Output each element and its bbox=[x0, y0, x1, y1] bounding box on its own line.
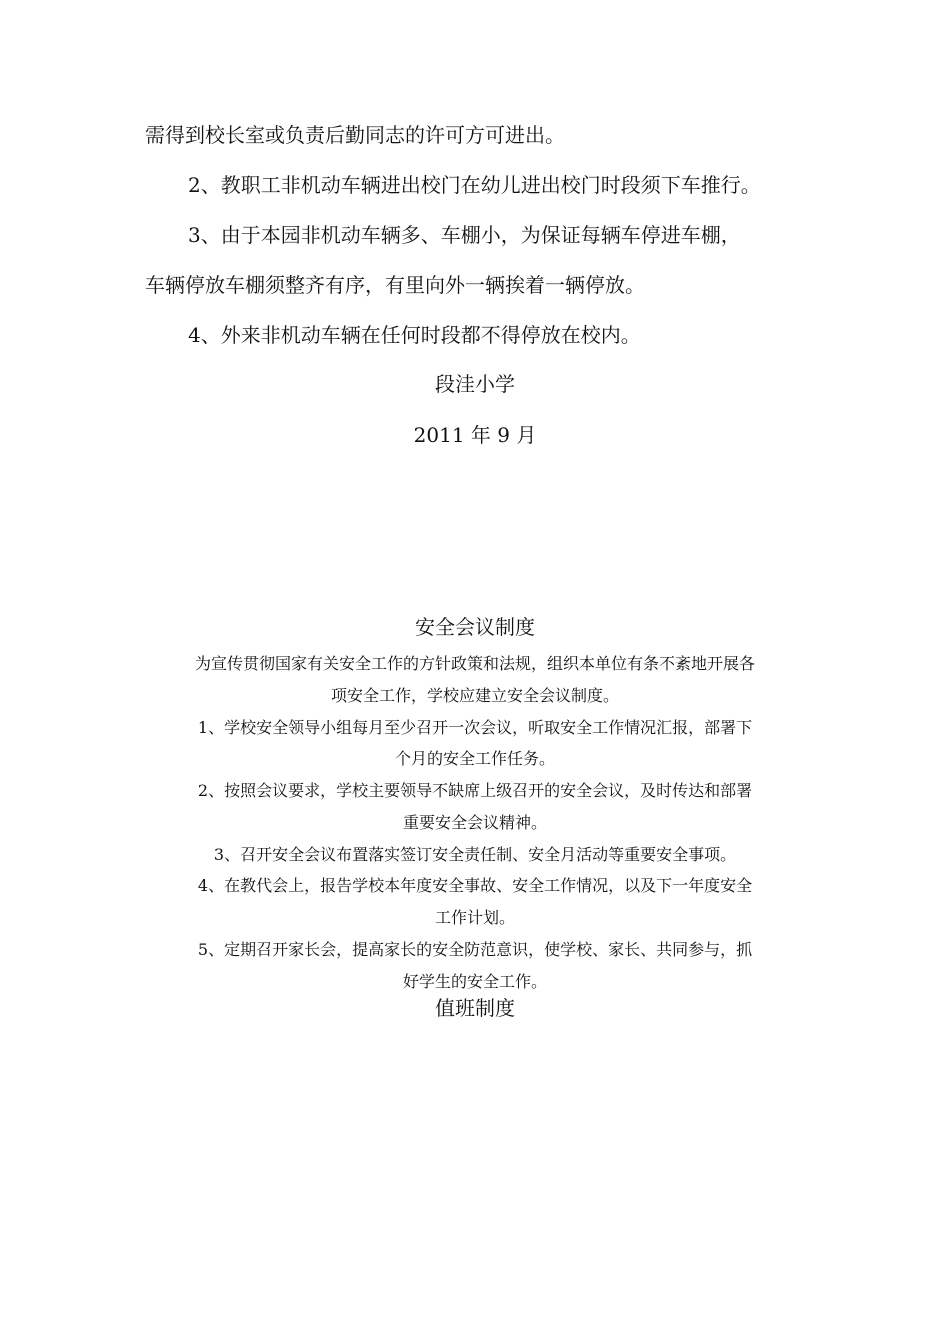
safety-meeting-item-3: 3、召开安全会议布置落实签订安全责任制、安全月活动等重要安全事项。 bbox=[213, 845, 737, 864]
rule-item-4: 4、外来非机动车辆在任何时段都不得停放在校内。 bbox=[188, 323, 641, 347]
safety-meeting-item-2-line-2: 重要安全会议精神。 bbox=[402, 813, 547, 832]
safety-meeting-item-5-line-2: 好学生的安全工作。 bbox=[402, 972, 547, 991]
rule-item-2: 2、教职工非机动车辆进出校门在幼儿进出校门时段须下车推行。 bbox=[188, 173, 761, 197]
safety-meeting-intro-line-1: 为宣传贯彻国家有关安全工作的方针政策和法规，组织本单位有条不紊地开展各 bbox=[194, 654, 755, 673]
safety-meeting-item-4-line-1: 4、在教代会上，报告学校本年度安全事故、安全工作情况，以及下一年度安全 bbox=[197, 876, 753, 895]
safety-meeting-intro-line-2: 项安全工作，学校应建立安全会议制度。 bbox=[330, 686, 619, 705]
signature-school: 段洼小学 bbox=[435, 372, 515, 396]
signature-date: 2011 年 9 月 bbox=[413, 423, 537, 447]
safety-meeting-title: 安全会议制度 bbox=[415, 615, 535, 639]
duty-system-title: 值班制度 bbox=[435, 996, 515, 1020]
safety-meeting-item-4-line-2: 工作计划。 bbox=[434, 908, 515, 927]
safety-meeting-item-2-line-1: 2、按照会议要求，学校主要领导不缺席上级召开的安全会议，及时传达和部署 bbox=[197, 781, 753, 800]
paragraph-line-continuation: 需得到校长室或负责后勤同志的许可方可进出。 bbox=[145, 123, 565, 147]
rule-item-3-line-2: 车辆停放车棚须整齐有序，有里向外一辆挨着一辆停放。 bbox=[145, 273, 645, 297]
safety-meeting-item-1-line-2: 个月的安全工作任务。 bbox=[394, 749, 555, 768]
safety-meeting-item-1-line-1: 1、学校安全领导小组每月至少召开一次会议，听取安全工作情况汇报，部署下 bbox=[197, 718, 753, 737]
rule-item-3-line-1: 3、由于本园非机动车辆多、车棚小，为保证每辆车停进车棚， bbox=[188, 223, 741, 247]
safety-meeting-item-5-line-1: 5、定期召开家长会，提高家长的安全防范意识，使学校、家长、共同参与，抓 bbox=[197, 940, 753, 959]
